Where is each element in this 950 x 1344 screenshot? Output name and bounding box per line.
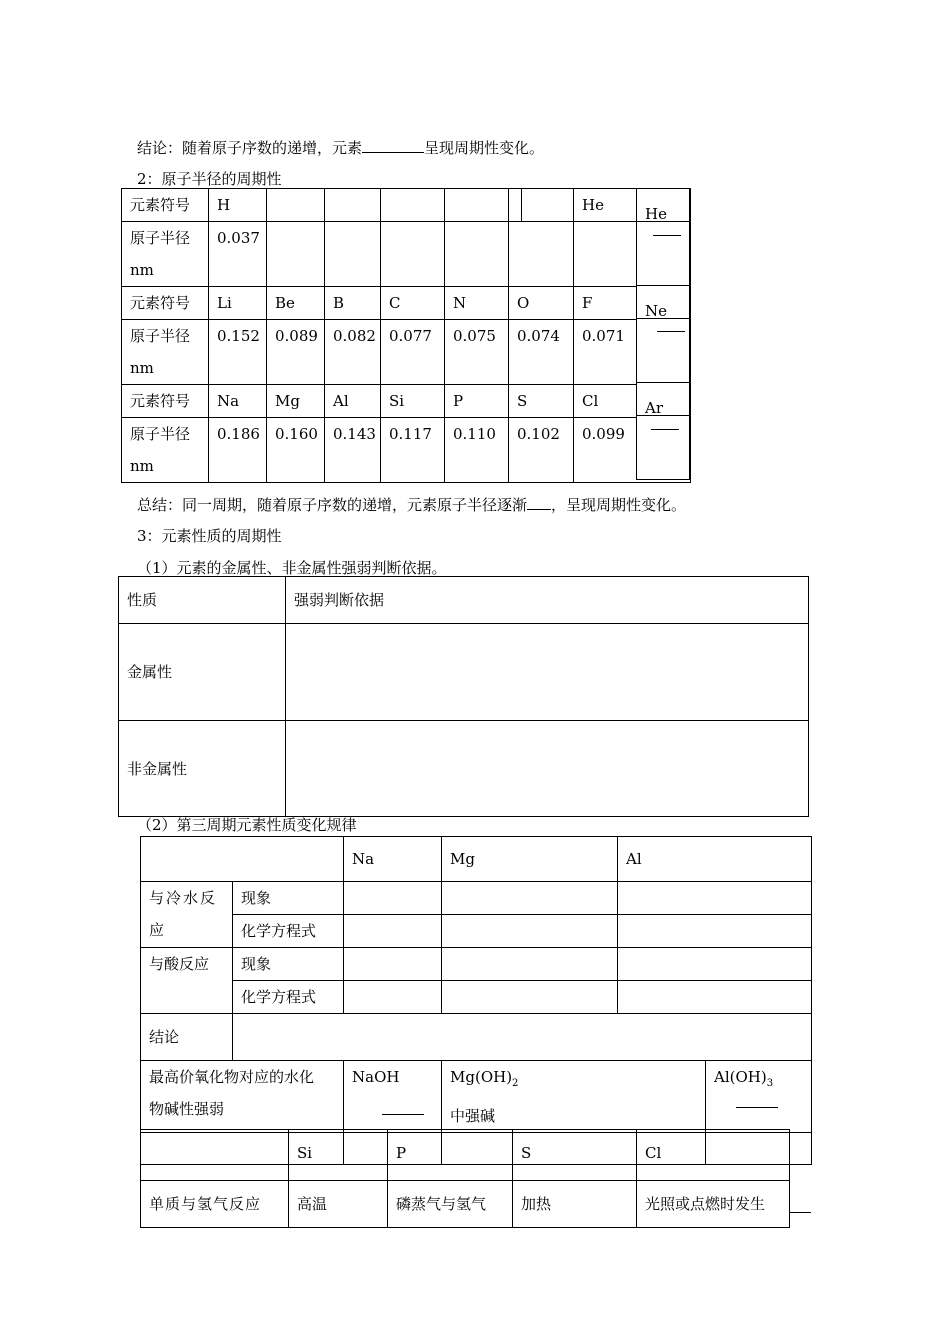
symbol-cell[interactable] [325, 189, 381, 222]
atomic-radius-table [121, 188, 691, 483]
header-basis: 强弱判断依据 [286, 577, 809, 624]
symbol-cell: Cl [574, 385, 691, 418]
radius-cell[interactable] [381, 222, 445, 287]
hydroxide-label: 最高价氧化物对应的水化 物碱性强弱 [141, 1061, 344, 1133]
cold-water-label: 与冷水反 应 [141, 882, 233, 948]
summary-before: 总结：同一周期，随着原子序数的递增，元素原子半径逐渐 [137, 496, 528, 514]
mg-acid-phenomenon[interactable] [442, 948, 618, 981]
symbol-cell: Na [209, 385, 267, 418]
summary-blank[interactable] [527, 495, 551, 510]
mg-strength: 中强碱 [450, 1107, 496, 1125]
radius-cell: 0.160 [267, 418, 325, 483]
symbol-cell: C [381, 287, 445, 320]
element-cl: Cl [637, 1130, 790, 1181]
p-condition: 磷蒸气与氢气 [388, 1181, 513, 1228]
equation-label: 化学方程式 [233, 915, 344, 948]
al-cold-equation[interactable] [618, 915, 812, 948]
dash-icon [651, 429, 679, 430]
element-mg: Mg [442, 837, 618, 882]
radius-cell: 0.099 [574, 418, 691, 483]
period3-table [140, 836, 812, 1165]
symbol-cell: F [574, 287, 691, 320]
table-edge-line [789, 1212, 811, 1213]
symbol-cell: P [445, 385, 509, 418]
summary-line [137, 495, 686, 515]
radius-cell: 0.074 [509, 320, 574, 385]
si-condition: 高温 [289, 1181, 388, 1228]
s-condition: 加热 [513, 1181, 637, 1228]
symbol-cell: Ne [645, 302, 668, 320]
symbol-label: 元素符号 [122, 385, 209, 418]
symbol-label: 元素符号 [122, 189, 209, 222]
conclusion-after: 呈现周期性变化。 [424, 139, 545, 157]
period1-symbol-row [122, 189, 691, 222]
element-na: Na [344, 837, 442, 882]
na-acid-equation[interactable] [344, 981, 442, 1014]
radius-label: 原子半径 nm [122, 222, 209, 287]
summary-after: ，呈现周期性变化。 [551, 496, 687, 514]
al-acid-phenomenon[interactable] [618, 948, 812, 981]
conclusion-blank[interactable] [362, 138, 424, 153]
header-property: 性质 [119, 577, 286, 624]
sub2-title: （2）第三周期元素性质变化规律 [137, 816, 357, 834]
phenomenon-label: 现象 [233, 948, 344, 981]
aloh-cell: $Al(OH)_3$ [706, 1061, 812, 1133]
na-acid-phenomenon[interactable] [344, 948, 442, 981]
radius-cell: 0.089 [267, 320, 325, 385]
symbol-cell: He [574, 189, 691, 222]
radius-cell: 0.071 [574, 320, 691, 385]
hydrogen-reaction-label: 单质与氢气反应 [141, 1181, 289, 1228]
mgoh-cell: $Mg(OH)_2$ 中强碱 [442, 1061, 706, 1133]
radius-cell[interactable] [325, 222, 381, 287]
element-si: Si [289, 1130, 388, 1181]
dash-icon [657, 331, 685, 332]
dash-icon [382, 1114, 424, 1115]
radius-cell: 0.102 [509, 418, 574, 483]
symbol-cell[interactable] [267, 189, 325, 222]
radius-cell: 0.117 [381, 418, 445, 483]
conclusion-before: 结论：随着原子序数的递增，元素 [137, 139, 363, 157]
nonmetal-table [140, 1129, 790, 1228]
symbol-cell[interactable] [445, 189, 509, 222]
period1-radius-row [122, 222, 691, 287]
conclusion-input[interactable] [233, 1014, 812, 1061]
naoh-cell: NaOH [344, 1061, 442, 1133]
radius-label: 原子半径 nm [122, 320, 209, 385]
equation-label: 化学方程式 [233, 981, 344, 1014]
symbol-cell: Al [325, 385, 381, 418]
radius-cell: 0.037 [209, 222, 267, 287]
mg-acid-equation[interactable] [442, 981, 618, 1014]
noble-gas-column [636, 188, 690, 480]
radius-cell[interactable] [445, 222, 509, 287]
element-p: P [388, 1130, 513, 1181]
dash-icon [653, 235, 681, 236]
cl-condition: 光照或点燃时发生 [637, 1181, 790, 1228]
section2-title: 2：原子半径的周期性 [137, 170, 282, 188]
radius-cell[interactable] [509, 222, 574, 287]
acid-label: 与酸反应 [141, 948, 233, 1014]
symbol-cell: He [645, 205, 667, 223]
period2-symbol-row [122, 287, 691, 320]
al-acid-equation[interactable] [618, 981, 812, 1014]
radius-cell: 0.110 [445, 418, 509, 483]
radius-cell: 0.152 [209, 320, 267, 385]
symbol-label: 元素符号 [122, 287, 209, 320]
section3-title: 3：元素性质的周期性 [137, 527, 282, 545]
radius-cell: 0.186 [209, 418, 267, 483]
dash-icon [736, 1107, 778, 1108]
al-cold-phenomenon[interactable] [618, 882, 812, 915]
symbol-cell: Si [381, 385, 445, 418]
element-al: Al [618, 837, 812, 882]
nonmetallic-basis-input[interactable] [286, 721, 809, 817]
sub1-title: （1）元素的金属性、非金属性强弱判断依据。 [137, 559, 447, 577]
symbol-cell[interactable] [509, 189, 574, 222]
period2-radius-row [122, 320, 691, 385]
symbol-cell: Be [267, 287, 325, 320]
symbol-cell: N [445, 287, 509, 320]
symbol-cell: H [209, 189, 267, 222]
mg-cold-phenomenon[interactable] [442, 882, 618, 915]
property-table [118, 576, 809, 817]
symbol-cell: Ar [645, 399, 664, 417]
nonmetallic-label: 非金属性 [119, 721, 286, 817]
symbol-cell[interactable] [381, 189, 445, 222]
phenomenon-label: 现象 [233, 882, 344, 915]
period3-symbol-row [122, 385, 691, 418]
metallic-label: 金属性 [119, 624, 286, 721]
na-cold-equation[interactable] [344, 915, 442, 948]
radius-cell: 0.143 [325, 418, 381, 483]
metallic-basis-input[interactable] [286, 624, 809, 721]
symbol-cell: B [325, 287, 381, 320]
symbol-cell: O [509, 287, 574, 320]
symbol-cell: Mg [267, 385, 325, 418]
symbol-cell: Li [209, 287, 267, 320]
element-s: S [513, 1130, 637, 1181]
radius-cell: 0.077 [381, 320, 445, 385]
radius-cell: 0.075 [445, 320, 509, 385]
radius-cell[interactable] [267, 222, 325, 287]
radius-cell: 0.082 [325, 320, 381, 385]
mg-cold-equation[interactable] [442, 915, 618, 948]
conclusion-label: 结论 [141, 1014, 233, 1061]
symbol-cell: S [509, 385, 574, 418]
na-cold-phenomenon[interactable] [344, 882, 442, 915]
conclusion-line [137, 138, 544, 158]
period3-radius-row [122, 418, 691, 483]
radius-label: 原子半径 nm [122, 418, 209, 483]
